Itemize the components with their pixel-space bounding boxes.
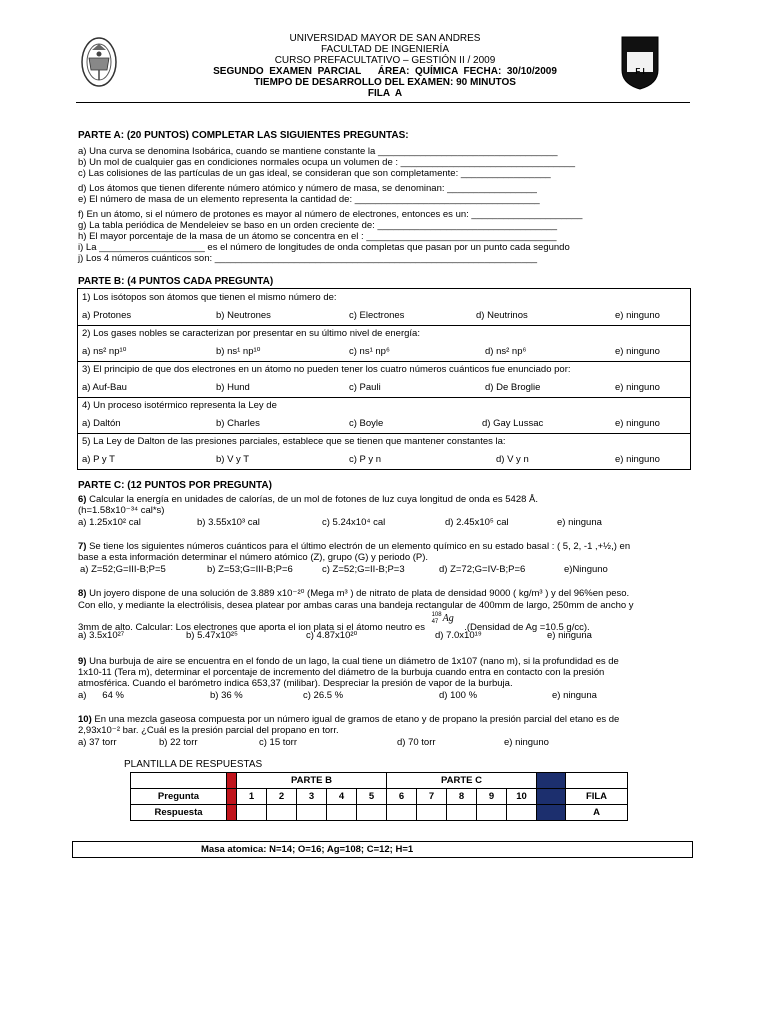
blue-separator [537, 773, 566, 789]
atomic-mass-text: Masa atomica: N=14; O=16; Ag=108; C=12; H=1 [201, 844, 414, 855]
red-separator [227, 789, 237, 805]
parte-b-question-row [78, 289, 690, 326]
q6-option-c: c) 5.24x10⁴ cal [322, 517, 386, 528]
q9-option-e: e) ninguna [552, 690, 597, 701]
q8-option-a: a) 3.5x10²⁷ [78, 630, 125, 641]
question-text: .(Densidad de Ag =10.5 g/cc). [464, 622, 590, 633]
option-c: c) Pauli [349, 382, 381, 393]
parte-a-item: b) Un mol de cualquier gas en condiciones normales ocupa un volumen de : _________________________________ [78, 157, 576, 168]
question-text: Calcular la energía en unidades de calorías, de un mol de fotones de luz cuya longitud de onda es 5428 Å. [86, 494, 539, 505]
answer-cell[interactable] [237, 805, 267, 821]
option-a: a) P y T [82, 454, 115, 465]
q10-option-b: b) 22 torr [159, 737, 198, 748]
isotope-symbol: Ag [442, 613, 454, 624]
header-divider [76, 102, 690, 103]
parte-c-header: PARTE C [387, 773, 537, 789]
question-number-cell: 6 [387, 789, 417, 805]
pregunta-label: Pregunta [131, 789, 227, 805]
parte-a-item: e) El número de masa de un elemento representa la cantidad de: ___________________________________ [78, 194, 540, 205]
option-b: b) V y T [216, 454, 250, 465]
answer-cell[interactable] [357, 805, 387, 821]
option-b: b) Charles [216, 418, 260, 429]
plantilla-title: PLANTILLA DE RESPUESTAS [124, 759, 263, 770]
q7-option-b: b) Z=53;G=III-B;P=6 [207, 564, 293, 575]
question-number: 10) [78, 714, 92, 725]
header-faculty: FACULTAD DE INGENIERÍA [321, 44, 449, 55]
option-d: d) ns² np⁶ [485, 346, 527, 357]
parte-b-question-row [78, 325, 690, 362]
option-a: a) Auf-Bau [82, 382, 127, 393]
parte-b-title: PARTE B: (4 PUNTOS CADA PREGUNTA) [78, 276, 274, 287]
parte-a-item: d) Los átomos que tienen diferente número atómico y número de masa, se denominan: _________________ [78, 183, 537, 194]
option-a: a) Protones [82, 310, 132, 321]
blue-separator [537, 789, 566, 805]
question-text: 2) Los gases nobles se caracterizan por presentar en su último nivel de energía: [82, 328, 420, 339]
q6-option-a: a) 1.25x10² cal [78, 517, 141, 528]
option-c: c) Boyle [349, 418, 384, 429]
q8-option-c: c) 4.87x10²⁰ [306, 630, 358, 641]
parte-b-question-row [78, 397, 690, 434]
question-number: 8) [78, 588, 87, 599]
q10-option-c: c) 15 torr [259, 737, 298, 748]
red-separator [227, 805, 237, 821]
parte-a-item: j) Los 4 números cuánticos son: _____________________________________________________________ [78, 253, 538, 264]
question-6-text [78, 494, 538, 505]
question-text: 4) Un proceso isotérmico representa la Ley de [82, 400, 277, 411]
option-d: d) V y n [496, 454, 529, 465]
question-9-text2: 1x10-11 (Tera m), determinar el porcentaje de incremento del diámetro de la burbuja cuando entra en contacto con la presión [78, 667, 605, 678]
option-d: d) Gay Lussac [482, 418, 544, 429]
atomic-mass-box [72, 841, 693, 858]
university-seal-logo [80, 36, 118, 88]
header-course: CURSO PREFACULTATIVO – GESTIÓN II / 2009 [274, 55, 496, 66]
parte-b-question-row [78, 433, 690, 469]
parte-a-item: a) Una curva se denomina Isobárica, cuando se mantiene constante la __________________________________ [78, 146, 558, 157]
question-9-text3: atmosférica. Cuando el barómetro indica 653,37 (milibar). Despreciar la presión de vapor de la burbuja. [78, 678, 513, 689]
option-a: a) ns² np¹⁰ [82, 346, 127, 357]
question-text: 1) Los isótopos son átomos que tienen el mismo número de: [82, 292, 337, 303]
question-number-cell: 1 [237, 789, 267, 805]
fila-value: A [566, 805, 628, 821]
answer-cell[interactable] [327, 805, 357, 821]
answer-cell[interactable] [507, 805, 537, 821]
q6-option-e: e) ninguna [557, 517, 602, 528]
q8-option-d: d) 7.0x10¹⁹ [435, 630, 482, 641]
option-d: d) Neutrinos [476, 310, 528, 321]
question-text: 3mm de alto. Calcular: Los electrones que aporta el ion plata si el átomo neutro es [78, 622, 425, 633]
q6-option-b: b) 3.55x10³ cal [197, 517, 260, 528]
question-number: 7) [78, 541, 87, 552]
question-text: 3) El principio de que dos electrones en un átomo no pueden tener los cuatro números cuánticos fue enunciado por: [82, 364, 571, 375]
answer-cell[interactable] [267, 805, 297, 821]
option-b: b) Hund [216, 382, 250, 393]
question-text: Se tiene los siguientes números cuánticos para el último electrón de un elemento químico en su estado basal : ( 5, 2, -1 ,+½,) en [86, 541, 631, 552]
option-b: b) ns¹ np¹⁰ [216, 346, 261, 357]
parte-a-item: i) La ____________________ es el número de longitudes de onda completas que pasan por un punto cada segundo [78, 242, 570, 253]
question-7-text2: base a esta información determinar el número atómico (Z), grupo (G) y periodo (P). [78, 552, 429, 563]
q8-option-e: e) ninguna [547, 630, 592, 641]
blue-separator [537, 805, 566, 821]
q9-option-a: a) 64 % [78, 690, 124, 701]
question-text: Un joyero dispone de una solución de 3.889 x10⁻²⁰ (Mega m³ ) de nitrato de plata de densidad 9000 ( kg/m³ ) y del 96%en peso. [86, 588, 630, 599]
option-e: e) ninguno [615, 310, 660, 321]
option-c: c) ns¹ np⁶ [349, 346, 390, 357]
q7-option-d: d) Z=72;G=IV-B;P=6 [439, 564, 526, 575]
option-b: b) Neutrones [216, 310, 271, 321]
shield-label: F I [635, 67, 645, 76]
option-d: d) De Broglie [485, 382, 541, 393]
q6-option-d: d) 2.45x10⁵ cal [445, 517, 509, 528]
question-number-cell: 10 [507, 789, 537, 805]
header-university: UNIVERSIDAD MAYOR DE SAN ANDRES [289, 33, 481, 44]
option-c: c) Electrones [349, 310, 405, 321]
q7-option-c: c) Z=52;G=II-B;P=3 [322, 564, 405, 575]
parte-a-item: c) Las colisiones de las partículas de un gas ideal, se consideran que son completamente: _________________ [78, 168, 551, 179]
option-a: a) Daltón [82, 418, 121, 429]
q10-option-e: e) ninguno [504, 737, 549, 748]
question-7-text [78, 541, 630, 552]
faculty-shield-logo [621, 36, 659, 90]
q7-option-a: a) Z=52;G=III-B;P=5 [80, 564, 166, 575]
parte-c-title: PARTE C: (12 PUNTOS POR PREGUNTA) [78, 480, 272, 491]
isotope-number: 47 [431, 619, 439, 625]
q7-option-e: e)Ninguno [564, 564, 608, 575]
q9-option-d: d) 100 % [439, 690, 478, 701]
question-number-cell: 8 [447, 789, 477, 805]
question-text: Una burbuja de aire se encuentra en el fondo de un lago, la cual tiene un diámetro de 1x107 (nano m), si la profundidad es de [86, 656, 619, 667]
question-text: En una mezcla gaseosa compuesta por un número igual de gramos de etano y de propano la presión parcial del etano es de [91, 714, 620, 725]
question-8-text [78, 588, 629, 599]
question-8-text2: Con ello, y mediante la electrólisis, desea platear por ambas caras una bandeja rectangular de 400mm de largo, 250mm de ancho y [78, 600, 634, 611]
question-text: 5) La Ley de Dalton de las presiones parciales, establece que se tienen que mantener constantes la: [82, 436, 506, 447]
answer-cell[interactable] [297, 805, 327, 821]
question-6-text2: (h=1.58x10⁻³⁴ cal*s) [78, 505, 165, 516]
option-e: e) ninguno [615, 454, 660, 465]
question-number-cell: 7 [417, 789, 447, 805]
parte-a-item: f) En un átomo, si el número de protones es mayor al número de electrones, entonces es un: _____________________ [78, 209, 583, 220]
fila-header-blank [566, 773, 628, 789]
question-number-cell: 5 [357, 789, 387, 805]
question-9-text [78, 656, 619, 667]
answer-cell[interactable] [417, 805, 447, 821]
parte-b-question-row [78, 361, 690, 398]
header-exam-line: SEGUNDO EXAMEN PARCIAL ÁREA: QUÍMICA FECHA: 30/10/2009 [213, 66, 557, 77]
isotope-mass: 108 [431, 612, 442, 618]
parte-b-question-box [77, 288, 691, 470]
option-c: c) P y n [349, 454, 382, 465]
question-number: 9) [78, 656, 87, 667]
isotope-notation [428, 612, 462, 630]
answer-cell[interactable] [477, 805, 507, 821]
red-separator [227, 773, 237, 789]
question-10-text2: 2,93x10⁻² bar. ¿Cuál es la presión parcial del propano en torr. [78, 725, 339, 736]
parte-a-item: g) La tabla periódica de Mendeleiev se baso en un orden creciente de: __________________________________ [78, 220, 558, 231]
respuesta-label: Respuesta [131, 805, 227, 821]
question-number-cell: 3 [297, 789, 327, 805]
question-number-cell: 9 [477, 789, 507, 805]
parte-a-title: PARTE A: (20 PUNTOS) COMPLETAR LAS SIGUIENTES PREGUNTAS: [78, 130, 409, 141]
q10-option-a: a) 37 torr [78, 737, 117, 748]
parte-b-header: PARTE B [237, 773, 387, 789]
q9-option-c: c) 26.5 % [303, 690, 344, 701]
answer-cell[interactable] [387, 805, 417, 821]
header-time-line: TIEMPO DE DESARROLLO DEL EXAMEN: 90 MINUTOS [254, 77, 516, 88]
answer-template-table [130, 772, 628, 821]
question-10-text [78, 714, 619, 725]
parte-a-item: h) El mayor porcentaje de la masa de un átomo se concentra en el : ____________________________________ [78, 231, 557, 242]
option-e: e) ninguno [615, 346, 660, 357]
option-e: e) ninguno [615, 382, 660, 393]
option-e: e) ninguno [615, 418, 660, 429]
q8-option-b: b) 5.47x10²⁵ [186, 630, 238, 641]
header-row-line: FILA A [367, 88, 403, 99]
question-number-cell: 4 [327, 789, 357, 805]
q9-option-b: b) 36 % [210, 690, 243, 701]
question-number-cell: 2 [267, 789, 297, 805]
q10-option-d: d) 70 torr [397, 737, 436, 748]
question-number: 6) [78, 494, 87, 505]
answer-table-corner [131, 773, 227, 789]
fila-label: FILA [566, 789, 628, 805]
answer-cell[interactable] [447, 805, 477, 821]
